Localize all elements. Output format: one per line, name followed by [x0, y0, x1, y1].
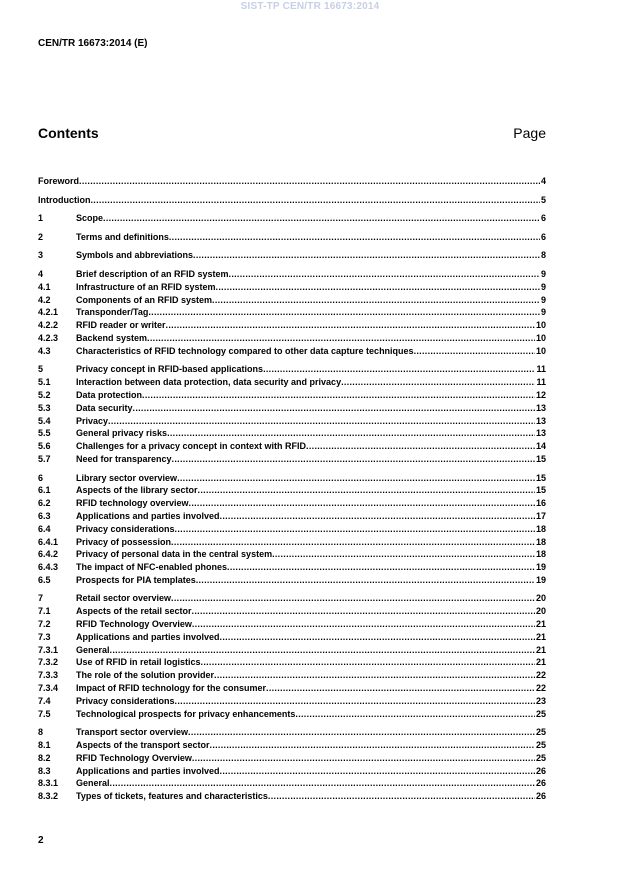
- toc-entry-page: 18: [535, 549, 546, 560]
- toc-entry-number: 4: [38, 268, 44, 279]
- toc-leader-dots: [189, 497, 535, 510]
- toc-entry-number: 6.1: [38, 485, 51, 496]
- toc-entry-title: Aspects of the transport sector: [76, 740, 210, 751]
- toc-leader-dots: [201, 656, 535, 669]
- toc-entry[interactable]: [38, 644, 546, 657]
- toc-leader-dots: [166, 319, 535, 332]
- toc-leader-dots: [192, 752, 535, 765]
- toc-entry-page: 15: [535, 453, 546, 464]
- toc-entry[interactable]: [38, 605, 546, 618]
- toc-leader-dots: [177, 472, 535, 485]
- toc-entry[interactable]: [38, 332, 546, 345]
- toc-entry-title: Characteristics of RFID technology compared to other data capture techniques: [76, 345, 414, 356]
- toc-leader-dots: [198, 484, 535, 497]
- toc-entry-number: 7.3.4: [38, 683, 59, 694]
- toc-entry-title: RFID reader or writer: [76, 320, 166, 331]
- toc-entry-title: Privacy considerations: [76, 523, 175, 534]
- toc-entry-number: 5.3: [38, 402, 51, 413]
- toc-entry[interactable]: [38, 523, 546, 536]
- toc-entry[interactable]: [38, 790, 546, 803]
- toc-entry[interactable]: [38, 345, 546, 358]
- toc-entry-title: Terms and definitions: [76, 231, 169, 242]
- toc-entry-title: Need for transparency: [76, 453, 172, 464]
- toc-entry-number: 4.2.2: [38, 320, 59, 331]
- toc-entry[interactable]: [38, 363, 546, 376]
- toc-entry-page: 22: [535, 670, 546, 681]
- table-of-contents: [38, 175, 546, 803]
- toc-entry-page: 9: [540, 307, 546, 318]
- toc-entry[interactable]: [38, 618, 546, 631]
- toc-entry-title: Brief description of an RFID system: [76, 268, 229, 279]
- toc-entry-number: 7: [38, 593, 44, 604]
- toc-entry-title: Infrastructure of an RFID system: [76, 281, 216, 292]
- toc-entry-number: 8.3: [38, 765, 51, 776]
- toc-entry-title: Use of RFID in retail logistics: [76, 657, 201, 668]
- toc-entry-title: RFID Technology Overview: [76, 619, 192, 630]
- toc-entry-title: General: [76, 644, 110, 655]
- toc-leader-dots: [214, 669, 535, 682]
- toc-entry-title: Transport sector overview: [76, 727, 189, 738]
- toc-entry-title: Foreword: [38, 176, 80, 186]
- toc-entry-page: 18: [535, 523, 546, 534]
- toc-entry-number: 7.5: [38, 708, 51, 719]
- toc-entry-page: 13: [535, 415, 546, 426]
- toc-entry[interactable]: [38, 415, 546, 428]
- toc-entry-title: Applications and parties involved: [76, 765, 220, 776]
- toc-entry-number: 3: [38, 250, 44, 261]
- toc-entry-page: 13: [535, 428, 546, 439]
- toc-entry-page: 10: [535, 320, 546, 331]
- toc-entry[interactable]: [38, 389, 546, 402]
- toc-entry-title: Types of tickets, features and characteristics: [76, 791, 268, 802]
- toc-entry[interactable]: [38, 574, 546, 587]
- toc-entry[interactable]: [38, 376, 546, 389]
- toc-entry-title: Data protection: [76, 389, 143, 400]
- toc-entry[interactable]: [38, 402, 546, 415]
- toc-entry-page: 19: [535, 562, 546, 573]
- toc-leader-dots: [266, 682, 535, 695]
- toc-entry-page: 25: [535, 708, 546, 719]
- toc-entry-number: 8.2: [38, 752, 51, 763]
- toc-entry-number: 8.3.1: [38, 778, 59, 789]
- toc-leader-dots: [110, 777, 535, 790]
- toc-entry-number: 4.2: [38, 294, 51, 305]
- toc-entry-page: 20: [535, 593, 546, 604]
- toc-entry-number: 5: [38, 364, 44, 375]
- toc-entry-title: Library sector overview: [76, 472, 178, 483]
- toc-leader-dots: [108, 415, 535, 428]
- toc-leader-dots: [272, 548, 535, 561]
- toc-entry-number: 7.3: [38, 631, 51, 642]
- toc-entry-page: 10: [535, 345, 546, 356]
- toc-leader-dots: [91, 194, 540, 207]
- toc-leader-dots: [171, 536, 535, 549]
- toc-leader-dots: [212, 294, 540, 307]
- toc-entry[interactable]: [38, 548, 546, 561]
- toc-leader-dots: [192, 605, 535, 618]
- toc-entry[interactable]: [38, 294, 546, 307]
- toc-entry-title: RFID technology overview: [76, 498, 189, 509]
- toc-entry[interactable]: [38, 708, 546, 721]
- contents-title: Contents: [38, 125, 99, 141]
- toc-entry-title: Technological prospects for privacy enhancements: [76, 708, 296, 719]
- toc-leader-dots: [110, 644, 535, 657]
- toc-leader-dots: [210, 739, 535, 752]
- toc-leader-dots: [188, 726, 535, 739]
- toc-entry[interactable]: [38, 765, 546, 778]
- toc-entry-title: Aspects of the library sector: [76, 485, 198, 496]
- toc-entry-title: General: [76, 778, 110, 789]
- toc-entry-number: 7.3.1: [38, 644, 59, 655]
- toc-entry-number: 8.3.2: [38, 791, 59, 802]
- toc-entry-number: 4.1: [38, 281, 51, 292]
- toc-entry-number: 6.4.1: [38, 536, 59, 547]
- toc-entry[interactable]: [38, 175, 546, 188]
- toc-entry[interactable]: [38, 669, 546, 682]
- toc-entry-title: Applications and parties involved: [76, 631, 220, 642]
- toc-entry-number: 5.2: [38, 389, 51, 400]
- toc-entry[interactable]: [38, 592, 546, 605]
- toc-entry[interactable]: [38, 656, 546, 669]
- toc-leader-dots: [196, 574, 535, 587]
- toc-entry-number: 8.1: [38, 740, 51, 751]
- toc-entry-title: Components of an RFID system: [76, 294, 213, 305]
- toc-entry-number: 8: [38, 727, 44, 738]
- toc-entry-number: 6.4.2: [38, 549, 59, 560]
- toc-entry-page: 12: [535, 389, 546, 400]
- toc-leader-dots: [216, 281, 540, 294]
- toc-entry-number: 7.3.3: [38, 670, 59, 681]
- toc-entry-page: 23: [535, 695, 546, 706]
- toc-entry-page: 20: [535, 606, 546, 617]
- toc-entry-title: Impact of RFID technology for the consumer: [76, 683, 267, 694]
- toc-leader-dots: [220, 631, 535, 644]
- toc-entry-page: 22: [535, 683, 546, 694]
- toc-leader-dots: [268, 790, 535, 803]
- toc-entry[interactable]: [38, 561, 546, 574]
- toc-entry-number: 5.5: [38, 428, 51, 439]
- toc-entry-number: 4.3: [38, 345, 51, 356]
- toc-entry-title: Privacy: [76, 415, 109, 426]
- toc-leader-dots: [175, 523, 535, 536]
- toc-leader-dots: [220, 765, 535, 778]
- toc-entry-page: 14: [535, 441, 546, 452]
- toc-entry-page: 4: [540, 176, 546, 186]
- toc-entry-number: 6.5: [38, 574, 51, 585]
- toc-entry-number: 4.2.3: [38, 332, 59, 343]
- toc-entry-page: 8: [540, 250, 546, 261]
- toc-entry-page: 9: [540, 294, 546, 305]
- toc-entry[interactable]: [38, 440, 546, 453]
- toc-entry-number: 7.3.2: [38, 657, 59, 668]
- toc-leader-dots: [103, 212, 540, 225]
- toc-leader-dots: [169, 231, 540, 244]
- toc-entry-title: Privacy considerations: [76, 695, 175, 706]
- toc-entry-page: 9: [540, 268, 546, 279]
- toc-entry[interactable]: [38, 739, 546, 752]
- toc-leader-dots: [414, 345, 535, 358]
- toc-entry-number: 5.1: [38, 377, 51, 388]
- toc-entry-page: 21: [535, 619, 546, 630]
- toc-entry-page: 19: [535, 574, 546, 585]
- toc-entry-page: 25: [535, 752, 546, 763]
- toc-entry-page: 17: [535, 510, 546, 521]
- toc-entry-title: Challenges for a privacy concept in context with RFID: [76, 441, 307, 452]
- toc-entry-number: 6: [38, 472, 44, 483]
- toc-entry-title: Aspects of the retail sector: [76, 606, 192, 617]
- toc-leader-dots: [193, 249, 540, 262]
- toc-entry[interactable]: [38, 726, 546, 739]
- toc-entry-page: 18: [535, 536, 546, 547]
- toc-entry[interactable]: [38, 752, 546, 765]
- toc-entry-page: 11: [536, 377, 546, 388]
- toc-entry-title: Privacy of possession: [76, 536, 172, 547]
- toc-leader-dots: [175, 695, 535, 708]
- toc-leader-dots: [79, 175, 540, 188]
- watermark: SIST-TP CEN/TR 16673:2014: [240, 1, 380, 12]
- toc-entry[interactable]: [38, 427, 546, 440]
- toc-entry-number: 4.2.1: [38, 307, 59, 318]
- toc-entry-title: Privacy of personal data in the central system: [76, 549, 273, 560]
- toc-leader-dots: [171, 592, 535, 605]
- toc-entry-number: 6.4.3: [38, 562, 59, 573]
- toc-entry-title: The role of the solution provider: [76, 670, 215, 681]
- toc-entry[interactable]: [38, 484, 546, 497]
- toc-entry[interactable]: [38, 695, 546, 708]
- toc-entry-page: 25: [535, 727, 546, 738]
- document-id: CEN/TR 16673:2014 (E): [38, 38, 148, 49]
- toc-entry-title: Backend system: [76, 332, 148, 343]
- toc-entry-page: 15: [535, 485, 546, 496]
- toc-entry[interactable]: [38, 536, 546, 549]
- toc-entry-page: 9: [540, 281, 546, 292]
- toc-entry-title: RFID Technology Overview: [76, 752, 192, 763]
- toc-entry-page: 15: [535, 472, 546, 483]
- toc-entry-title: Symbols and abbreviations: [76, 250, 194, 261]
- toc-entry-number: 1: [38, 213, 44, 224]
- toc-leader-dots: [229, 268, 540, 281]
- toc-entry-title: Retail sector overview: [76, 593, 172, 604]
- toc-entry-title: Introduction: [38, 194, 91, 205]
- toc-entry-title: Privacy concept in RFID-based applications: [76, 364, 264, 375]
- toc-entry[interactable]: [38, 212, 546, 225]
- toc-entry-page: 6: [540, 213, 546, 224]
- toc-entry[interactable]: [38, 268, 546, 281]
- toc-entry-page: 11: [536, 364, 546, 375]
- toc-leader-dots: [227, 561, 535, 574]
- toc-leader-dots: [147, 332, 535, 345]
- toc-entry-page: 21: [535, 644, 546, 655]
- toc-leader-dots: [172, 453, 535, 466]
- toc-leader-dots: [341, 376, 535, 389]
- toc-leader-dots: [167, 427, 535, 440]
- toc-entry-page: 10: [535, 332, 546, 343]
- toc-entry-page: 5: [540, 194, 546, 205]
- toc-entry-number: 7.1: [38, 606, 51, 617]
- toc-entry-title: Data security: [76, 402, 133, 413]
- toc-entry[interactable]: [38, 194, 546, 207]
- toc-entry-number: 5.4: [38, 415, 51, 426]
- toc-entry-number: 6.3: [38, 510, 51, 521]
- toc-entry-page: 26: [535, 765, 546, 776]
- toc-entry-number: 6.2: [38, 498, 51, 509]
- toc-entry-number: 7.2: [38, 619, 51, 630]
- toc-entry[interactable]: [38, 249, 546, 262]
- toc-entry[interactable]: [38, 777, 546, 790]
- toc-entry-page: 16: [535, 498, 546, 509]
- toc-entry-title: Interaction between data protection, data security and privacy: [76, 377, 342, 388]
- toc-entry-title: General privacy risks: [76, 428, 168, 439]
- toc-entry-title: Applications and parties involved: [76, 510, 220, 521]
- toc-entry[interactable]: [38, 306, 546, 319]
- toc-entry-page: 25: [535, 740, 546, 751]
- toc-leader-dots: [263, 363, 535, 376]
- toc-entry-title: The impact of NFC-enabled phones: [76, 562, 228, 573]
- toc-entry[interactable]: [38, 231, 546, 244]
- toc-entry-page: 6: [540, 231, 546, 242]
- toc-entry-page: 21: [535, 631, 546, 642]
- toc-entry[interactable]: [38, 631, 546, 644]
- toc-entry[interactable]: [38, 319, 546, 332]
- toc-entry[interactable]: [38, 682, 546, 695]
- toc-entry-number: 2: [38, 231, 44, 242]
- toc-entry[interactable]: [38, 453, 546, 466]
- toc-leader-dots: [142, 389, 535, 402]
- toc-entry-title: Prospects for PIA templates: [76, 574, 196, 585]
- toc-leader-dots: [192, 618, 535, 631]
- toc-entry[interactable]: [38, 281, 546, 294]
- toc-entry-page: 13: [535, 402, 546, 413]
- toc-entry[interactable]: [38, 472, 546, 485]
- toc-entry-number: 5.6: [38, 441, 51, 452]
- toc-entry-page: 26: [535, 778, 546, 789]
- toc-entry-page: 26: [535, 791, 546, 802]
- toc-leader-dots: [133, 402, 535, 415]
- toc-entry-title: Scope: [76, 213, 104, 224]
- page-column-label: Page: [513, 125, 546, 141]
- toc-leader-dots: [220, 510, 535, 523]
- toc-entry-number: 6.4: [38, 523, 51, 534]
- toc-leader-dots: [148, 306, 540, 319]
- toc-entry-number: 5.7: [38, 453, 51, 464]
- toc-leader-dots: [295, 708, 535, 721]
- toc-entry[interactable]: [38, 510, 546, 523]
- toc-entry[interactable]: [38, 497, 546, 510]
- page-number: 2: [38, 835, 44, 846]
- toc-leader-dots: [306, 440, 535, 453]
- toc-entry-title: Transponder/Tag: [76, 307, 149, 318]
- toc-entry-page: 21: [535, 657, 546, 668]
- toc-entry-number: 7.4: [38, 695, 51, 706]
